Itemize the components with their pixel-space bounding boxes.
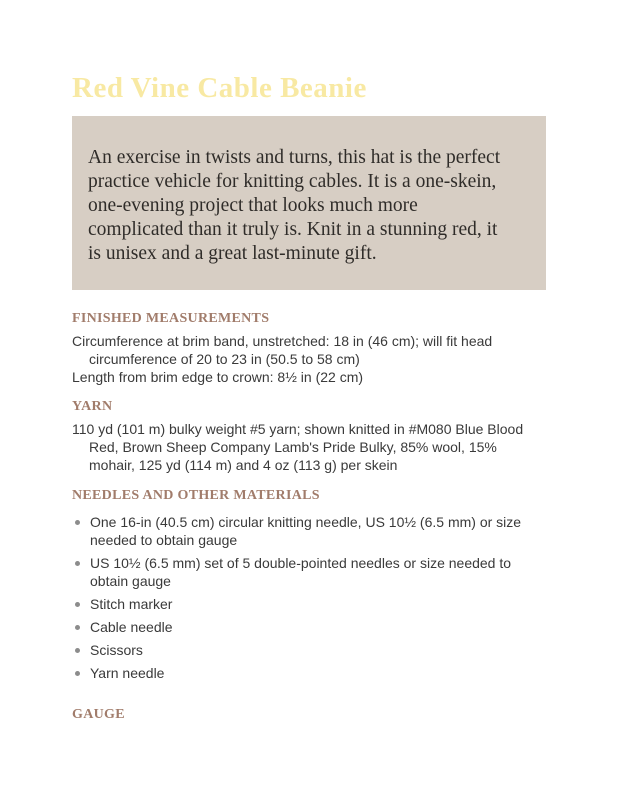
list-item <box>72 554 546 590</box>
body-text-line: mohair, 125 yd (114 m) and 4 oz (113 g) per skein <box>89 457 398 474</box>
yarn-paragraph <box>72 420 546 474</box>
list-item-line: Stitch marker <box>90 596 173 613</box>
intro-text-line: practice vehicle for knitting cables. It is a one-skein, <box>88 171 497 193</box>
measurements-paragraph <box>72 332 546 386</box>
body-text-line: Red, Brown Sheep Company Lamb's Pride Bulky, 85% wool, 15% <box>89 439 497 456</box>
list-item <box>72 513 546 549</box>
list-item-line: Yarn needle <box>90 665 165 682</box>
body-text-line: Circumference at brim band, unstretched: 18 in (46 cm); will fit head <box>72 333 493 350</box>
list-item-line: US 10½ (6.5 mm) set of 5 double-pointed needles or size needed to <box>90 555 512 572</box>
list-item <box>72 664 546 682</box>
body-text-line: 110 yd (101 m) bulky weight #5 yarn; shown knitted in #M080 Blue Blood <box>72 421 524 438</box>
body-text-line: circumference of 20 to 23 in (50.5 to 58 cm) <box>89 351 360 368</box>
materials-list <box>72 513 546 682</box>
body-text-line: Length from brim edge to crown: 8½ in (22 cm) <box>72 369 364 386</box>
page-title: Red Vine Cable Beanie <box>72 72 367 104</box>
intro-text-line: An exercise in twists and turns, this hat is the perfect <box>88 147 501 169</box>
section-heading-needles-and-other-materials: NEEDLES AND OTHER MATERIALS <box>72 488 320 504</box>
list-item <box>72 641 546 659</box>
list-item <box>72 595 546 613</box>
list-item-line: One 16-in (40.5 cm) circular knitting needle, US 10½ (6.5 mm) or size <box>90 514 522 531</box>
list-item-line: Scissors <box>90 642 143 659</box>
section-heading-yarn: YARN <box>72 399 113 415</box>
intro-text-line: is unisex and a great last-minute gift. <box>88 243 377 265</box>
section-heading-gauge: GAUGE <box>72 707 125 723</box>
section-heading-finished-measurements: FINISHED MEASUREMENTS <box>72 311 270 327</box>
intro-text-line: complicated than it truly is. Knit in a stunning red, it <box>88 219 498 241</box>
intro-callout-box <box>72 116 546 290</box>
list-item <box>72 618 546 636</box>
intro-text-line: one-evening project that looks much more <box>88 195 418 217</box>
list-item-line: Cable needle <box>90 619 173 636</box>
list-item-line: needed to obtain gauge <box>90 532 238 549</box>
list-item-line: obtain gauge <box>90 573 171 590</box>
